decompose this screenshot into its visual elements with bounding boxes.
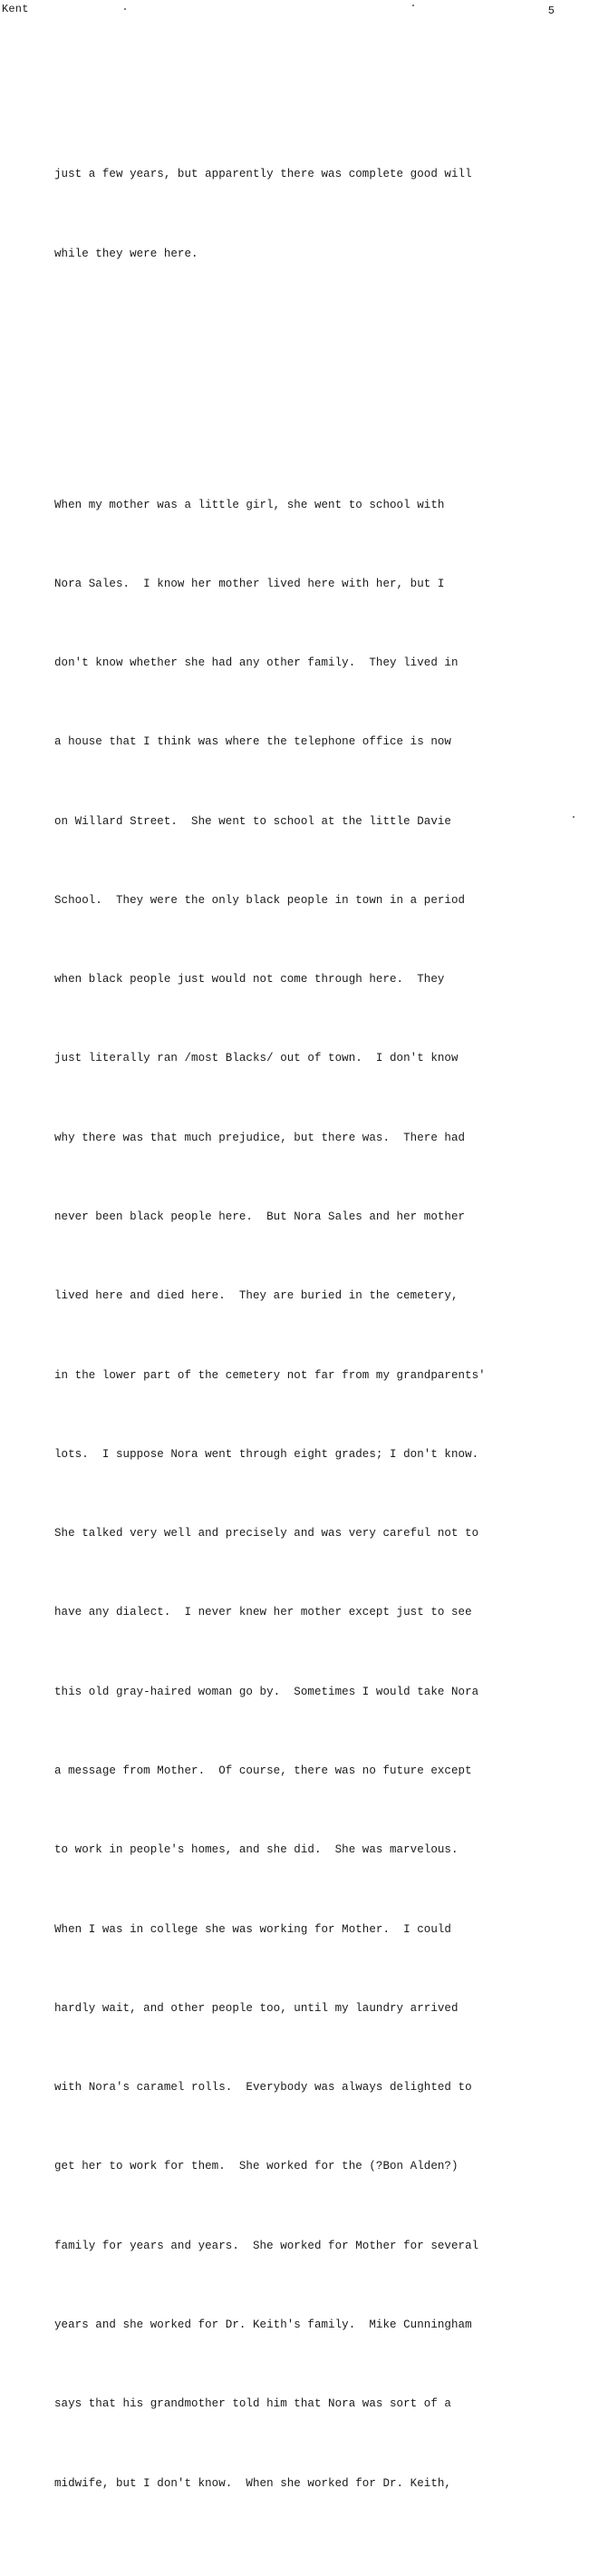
text-line: family for years and years. She worked for Mother for several — [54, 2239, 479, 2252]
paragraph-2 — [54, 439, 562, 2550]
text-line: don't know whether she had any other family. They lived in — [54, 656, 459, 670]
text-line: never been black people here. But Nora Sales and her mother — [54, 1210, 466, 1224]
text-line: School. They were the only black people in town in a period — [54, 893, 466, 907]
text-line: why there was that much prejudice, but there was. There had — [54, 1131, 466, 1144]
text-line: just a few years, but apparently there was complete good will — [54, 168, 472, 181]
text-line: Nora Sales. I know her mother lived here with her, but I — [54, 577, 445, 590]
header-name: Kent — [2, 3, 29, 15]
scan-speck — [573, 816, 575, 818]
paragraph-gap — [54, 373, 562, 386]
text-line: midwife, but I don't know. When she worked for Dr. Keith, — [54, 2476, 451, 2490]
text-line: to work in people's homes, and she did. She was marvelous. — [54, 1843, 459, 1857]
text-line: in the lower part of the cemetery not far from my grandparents' — [54, 1368, 486, 1382]
text-line: years and she worked for Dr. Keith's family. Mike Cunningham — [54, 2318, 472, 2331]
text-line: When my mother was a little girl, she went to school with — [54, 498, 445, 511]
text-line: When I was in college she was working for Mother. I could — [54, 1922, 451, 1936]
document-body — [54, 56, 562, 2576]
scan-speck — [412, 5, 414, 6]
page-number: 5 — [547, 5, 555, 17]
text-line: get her to work for them. She worked for the (?Bon Alden?) — [54, 2160, 459, 2173]
text-line: hardly wait, and other people too, until my laundry arrived — [54, 2001, 459, 2015]
text-line: when black people just would not come through here. They — [54, 973, 445, 987]
text-line: a house that I think was where the telephone office is now — [54, 735, 451, 749]
text-line: have any dialect. I never knew her mother except just to see — [54, 1606, 472, 1619]
text-line: just literally ran /most Blacks/ out of town. I don't know — [54, 1052, 459, 1065]
text-line: this old gray-haired woman go by. Sometimes I would take Nora — [54, 1685, 479, 1698]
text-line: lived here and died here. They are buried in the cemetery, — [54, 1289, 459, 1303]
text-line: says that his grandmother told him that Nora was sort of a — [54, 2397, 451, 2411]
paragraph-1 — [54, 109, 562, 320]
scan-speck — [124, 8, 126, 10]
text-line: She talked very well and precisely and was very careful not to — [54, 1527, 479, 1541]
text-line: on Willard Street. She went to school at the little Davie — [54, 814, 451, 828]
text-line: with Nora's caramel rolls. Everybody was always delighted to — [54, 2081, 472, 2095]
text-line: a message from Mother. Of course, there was no future except — [54, 1764, 472, 1777]
text-line: while they were here. — [54, 247, 198, 260]
text-line: lots. I suppose Nora went through eight grades; I don't know. — [54, 1447, 479, 1461]
